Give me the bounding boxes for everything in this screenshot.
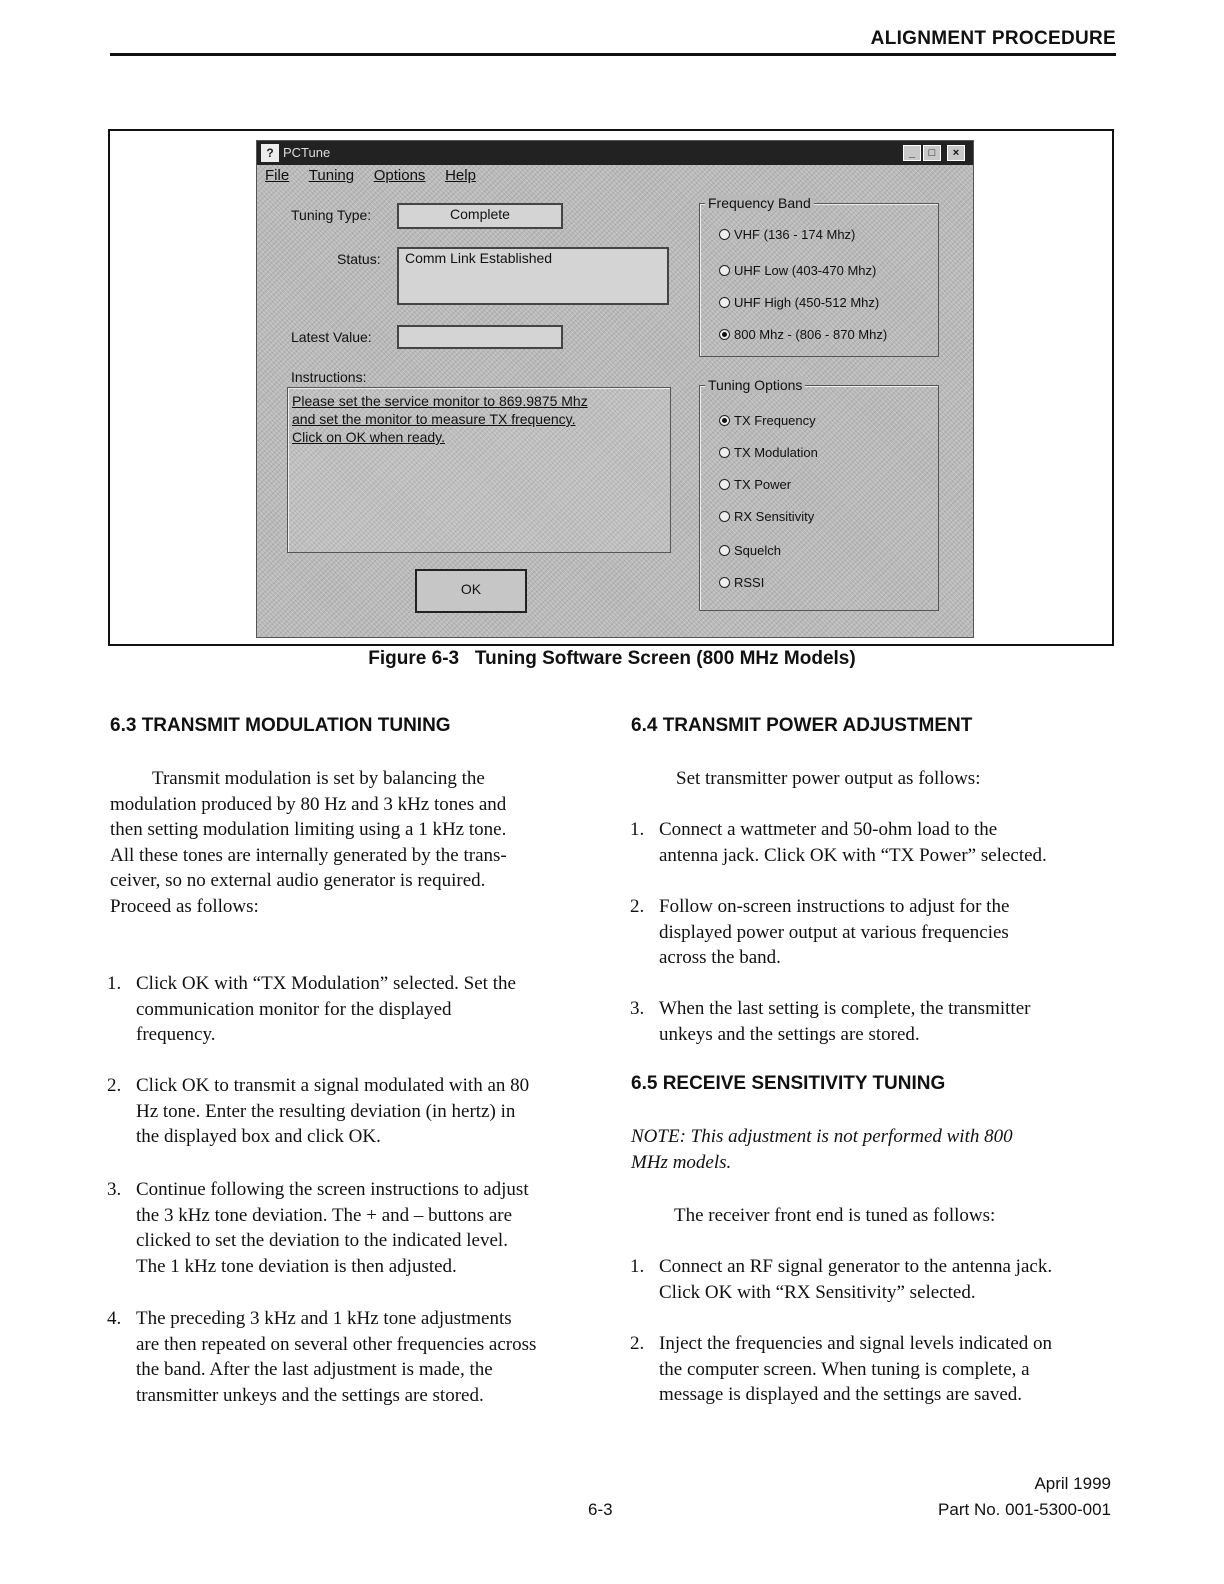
window-titlebar <box>257 141 973 165</box>
list-line: unkeys and the settings are stored. <box>659 1023 920 1045</box>
latest-value-label: Latest Value: <box>291 329 372 345</box>
instructions-box <box>287 387 671 553</box>
ok-button[interactable]: OK <box>415 569 527 613</box>
list-item <box>630 894 1120 972</box>
note-line: MHz models. <box>631 1152 732 1173</box>
section-heading-6-5: 6.5 RECEIVE SENSITIVITY TUNING <box>631 1073 946 1094</box>
list-line: transmitter unkeys and the settings are stored. <box>136 1384 484 1406</box>
list-item <box>107 1177 597 1281</box>
list-line: Click OK with “TX Modulation” selected. Set the <box>136 973 516 994</box>
paragraph-line: Transmit modulation is set by balancing the <box>152 768 485 789</box>
option-rssi[interactable]: RSSI <box>719 575 764 590</box>
tuning-type-select[interactable]: Complete <box>397 203 563 229</box>
list-line: The 1 kHz tone deviation is then adjusted. <box>136 1255 457 1277</box>
radio-icon <box>719 297 730 308</box>
list-line: communication monitor for the displayed <box>136 998 452 1020</box>
section-heading-6-4: 6.4 TRANSMIT POWER ADJUSTMENT <box>631 715 973 736</box>
menu-help[interactable]: Help <box>445 167 476 184</box>
instruction-line: Please set the service monitor to 869.9875 Mhz <box>292 393 588 409</box>
list-number: 1. <box>107 973 122 994</box>
status-field: Comm Link Established <box>397 247 669 305</box>
list-line: the band. After the last adjustment is made, the <box>136 1359 493 1380</box>
tuning-options-title: Tuning Options <box>705 377 805 393</box>
menu-options[interactable]: Options <box>373 167 426 184</box>
list-item <box>630 1254 1120 1306</box>
list-line: antenna jack. Click OK with “TX Power” selected. <box>659 844 1047 866</box>
radio-selected-icon <box>719 415 730 426</box>
list-number: 2. <box>630 896 645 917</box>
radio-icon <box>719 545 730 556</box>
list-number: 3. <box>107 1179 122 1200</box>
list-item <box>107 1073 597 1151</box>
running-header: ALIGNMENT PROCEDURE <box>870 28 1116 49</box>
window-title: PCTune <box>283 145 331 160</box>
header-rule <box>110 53 1116 56</box>
list-item <box>630 817 1120 869</box>
maximize-icon[interactable]: □ <box>923 145 941 161</box>
paragraph-line: The receiver front end is tuned as follows: <box>674 1205 996 1226</box>
list-number: 1. <box>630 1256 645 1277</box>
option-rx-sensitivity[interactable]: RX Sensitivity <box>719 509 814 524</box>
option-tx-modulation[interactable]: TX Modulation <box>719 445 818 460</box>
option-squelch[interactable]: Squelch <box>719 543 781 558</box>
list-item <box>630 996 1120 1048</box>
option-tx-power[interactable]: TX Power <box>719 477 791 492</box>
band-option-uhf-low[interactable]: UHF Low (403-470 Mhz) <box>719 263 876 278</box>
instruction-line: and set the monitor to measure TX frequency. <box>292 411 576 427</box>
paragraph-line: Proceed as follows: <box>110 896 259 917</box>
tuning-software-window <box>256 140 974 638</box>
band-option-800[interactable]: 800 Mhz - (806 - 870 Mhz) <box>719 327 887 342</box>
option-tx-frequency[interactable]: TX Frequency <box>719 413 816 428</box>
radio-icon <box>719 447 730 458</box>
instructions-label: Instructions: <box>291 369 367 385</box>
section-heading-6-3: 6.3 TRANSMIT MODULATION TUNING <box>110 715 451 736</box>
list-number: 3. <box>630 998 645 1019</box>
list-line: displayed power output at various frequencies <box>659 921 1009 943</box>
paragraph-line: All these tones are internally generated by the trans- <box>110 845 507 866</box>
paragraph-line: then setting modulation limiting using a 1 kHz tone. <box>110 819 507 840</box>
band-option-uhf-high[interactable]: UHF High (450-512 Mhz) <box>719 295 879 310</box>
list-number: 4. <box>107 1308 122 1329</box>
list-line: Click OK to transmit a signal modulated with an 80 <box>136 1075 530 1096</box>
radio-selected-icon <box>719 329 730 340</box>
list-line: Inject the frequencies and signal levels indicated on <box>659 1333 1053 1354</box>
band-option-vhf[interactable]: VHF (136 - 174 Mhz) <box>719 227 855 242</box>
paragraph-line: Set transmitter power output as follows: <box>676 768 981 789</box>
list-item <box>107 971 597 1049</box>
list-line: frequency. <box>136 1024 216 1045</box>
list-line: Connect an RF signal generator to the antenna jack. <box>659 1256 1053 1277</box>
menu-file[interactable]: File <box>265 167 290 184</box>
list-line: the 3 kHz tone deviation. The + and – buttons are <box>136 1204 513 1226</box>
paragraph-line: modulation produced by 80 Hz and 3 kHz tones and <box>110 794 507 815</box>
radio-icon <box>719 577 730 588</box>
list-number: 2. <box>107 1075 122 1096</box>
note-line: NOTE: This adjustment is not performed with 800 <box>631 1126 1013 1147</box>
list-line: Connect a wattmeter and 50-ohm load to the <box>659 819 998 840</box>
radio-icon <box>719 511 730 522</box>
list-number: 1. <box>630 819 645 840</box>
footer-part-number: Part No. 001-5300-001 <box>938 1500 1111 1519</box>
instruction-line: Click on OK when ready. <box>292 429 446 445</box>
close-icon[interactable]: × <box>947 145 965 161</box>
list-line: are then repeated on several other frequencies across <box>136 1333 537 1355</box>
app-icon: ? <box>261 144 279 162</box>
radio-icon <box>719 229 730 240</box>
figure-caption: Figure 6-3 Tuning Software Screen (800 MHz Models) <box>368 648 856 669</box>
list-item <box>630 1331 1120 1409</box>
list-line: the displayed box and click OK. <box>136 1126 381 1147</box>
list-number: 2. <box>630 1333 645 1354</box>
list-line: across the band. <box>659 947 781 968</box>
list-line: When the last setting is complete, the transmitter <box>659 998 1031 1019</box>
tuning-type-label: Tuning Type: <box>291 207 372 223</box>
radio-icon <box>719 479 730 490</box>
status-label: Status: <box>337 251 381 267</box>
menu-tuning[interactable]: Tuning <box>308 167 355 184</box>
minimize-icon[interactable]: _ <box>903 145 921 161</box>
list-line: clicked to set the deviation to the indicated level. <box>136 1230 508 1251</box>
menu-bar <box>265 167 492 187</box>
list-line: the computer screen. When tuning is complete, a <box>659 1358 1030 1380</box>
list-item <box>107 1306 597 1410</box>
list-line: Click OK with “RX Sensitivity” selected. <box>659 1281 976 1303</box>
frequency-band-title: Frequency Band <box>705 195 814 211</box>
list-line: Hz tone. Enter the resulting deviation (in hertz) in <box>136 1100 516 1122</box>
list-line: Follow on-screen instructions to adjust for the <box>659 896 1010 917</box>
list-line: The preceding 3 kHz and 1 kHz tone adjustments <box>136 1308 512 1329</box>
latest-value-field[interactable] <box>397 325 563 349</box>
page-number: 6-3 <box>588 1500 613 1519</box>
list-line: Continue following the screen instructions to adjust <box>136 1179 529 1200</box>
list-line: message is displayed and the settings are saved. <box>659 1384 1023 1405</box>
footer-date: April 1999 <box>1034 1474 1111 1493</box>
paragraph-line: ceiver, so no external audio generator is required. <box>110 870 486 891</box>
radio-icon <box>719 265 730 276</box>
